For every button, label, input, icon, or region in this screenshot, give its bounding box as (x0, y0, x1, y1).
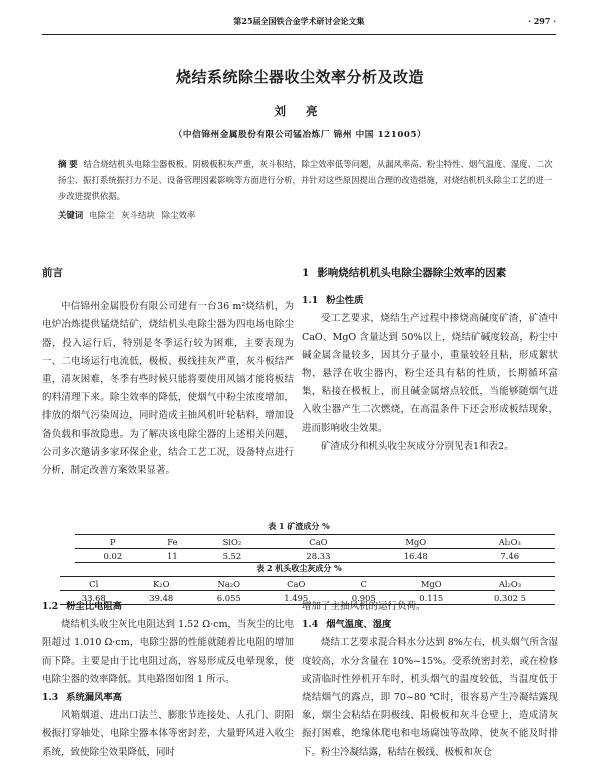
section-1-2-heading (42, 598, 294, 616)
section-1-3-paragraph: 风箱烟道、进出口法兰、膨胀节连接处、人孔门、阴阳极振打穿轴处、电除尘器本体等密封差，大量野风进入收尘系统，致使除尘效果降低，同时 (42, 710, 294, 758)
keyword: 除尘效率 (161, 210, 196, 220)
table-header-row (60, 577, 555, 591)
table-cell: 16.48 (367, 549, 464, 563)
section-1-3-heading (42, 689, 294, 707)
author-name: 刘 亮 (274, 104, 326, 118)
keyword: 电除尘 (89, 210, 115, 220)
paper-title: 烧结系统除尘器收尘效率分析及改造 (175, 68, 424, 86)
table-cell: 0.02 (75, 549, 151, 563)
table-cell: 1.495 (263, 591, 331, 605)
table-cell: 39.48 (128, 591, 196, 605)
table-header-cell: P (75, 535, 151, 549)
section-title: 粉尘性质 (326, 295, 364, 307)
preface-paragraph: 中信锦州金属股份有限公司建有一台36 m²烧结机，为电炉冶炼提供锰烧结矿，烧结机头电除尘器为四电场电除尘器，投入运行后，特别是冬季运行较为困难，主要表现为一、二电场运行电流低，极板、极线挂灰严重，灰斗板结严重，清灰困难，冬季有些时候只能将要使用风镐才能将板结的料清理下来。除尘效率的降低，使烟气中粉尘浓度增加，排放的烟气污染周边，同时造成主抽风机叶轮粘料，增加设备负载和事故隐患。为了解决该电除尘器的上述相关问题，公司多次邀请多家环保企业，结合工艺工况，设备特点进行分析，制定改善方案效果显著。 (42, 301, 294, 477)
section-title: 系统漏风率高 (66, 692, 122, 704)
preface-heading: 前言 (42, 267, 63, 279)
table1 (75, 534, 555, 563)
section-title: 烟气温度、湿度 (326, 619, 392, 631)
table-header-cell: C (330, 577, 398, 591)
keywords-block (58, 208, 554, 222)
section-title: 影响烧结机机头电除尘器除尘效率的因素 (317, 267, 507, 279)
abstract-block (58, 156, 554, 204)
table2-caption: 表 2 机头收尘灰成分 % (256, 563, 342, 573)
header-rule (42, 34, 556, 35)
section-number: 1.3 (42, 692, 59, 704)
table-header-cell: CaO (263, 577, 331, 591)
left-column-top (42, 264, 294, 480)
table-header-cell: Al₂O₃ (465, 577, 555, 591)
table-cell: 0.302 5 (465, 591, 555, 605)
table-cell: 5.52 (194, 549, 270, 563)
table-cell: 28.33 (270, 549, 367, 563)
affiliation: （中信锦州金属股份有限公司锰冶炼厂 锦州 中国 121005） (173, 130, 427, 140)
section-1-4-paragraph: 烧结工艺要求混合料水分达到 8%左右，机头烟气所含湿度较高，水分含量在 10%~15%。受系统密封差，或在检修或清临时性停机开车时，机头烟气的温度较低，当温度低于烧结烟气的露点，即 70~80 ℃时，很容易产生冷凝结露现象，烟尘会粘结在阴极线、阳极板和灰斗仓壁上，造成清灰振打困难，绝缘体爬电和电场腐蚀等故障，使灰不能及时排下。粉尘冷凝结露，粘结在极线、极板和灰仓 (302, 637, 558, 758)
section-1-1-paragraph: 受工艺要求，烧结生产过程中掺烧高碱度矿渣，矿渣中 CaO、MgO 含量达到 50%以上，烧结矿碱度较高，粉尘中碱金属含量较多，因其分子量小，重量较轻且粘，形成絮状物，悬浮在收尘器内，粉尘还具有粘的性质，长期循环富集，粘接在极板上，而且碱金属熔点较低，当能够随烟气进入收尘器产生二次燃烧，在高温条件下还会形成板结现象，进而影响收尘效果。 (302, 313, 558, 434)
table-cell: 11 (151, 549, 194, 563)
table-header-cell: MgO (367, 535, 464, 549)
section-1-heading (302, 264, 558, 282)
conference-title: 第25届全国铁合金学术研讨会论文集 (233, 16, 365, 26)
table-header-cell: CaO (270, 535, 367, 549)
table-header-row (75, 535, 555, 549)
table-cell: 6.055 (195, 591, 263, 605)
table-header-cell: Na₂O (195, 577, 263, 591)
keywords-label: 关键词 (58, 210, 84, 220)
continued-paragraph: 增加了主抽风机的运行负荷。 (302, 601, 426, 612)
table-header-cell: Cl (60, 577, 128, 591)
section-number: 1 (302, 267, 310, 279)
section-1-2-paragraph: 烧结机头收尘灰比电阻达到 1.52 Ω·cm，当灰尘的比电阻超过 1.010 Ω·cm，电除尘器的性能就随着比电阻的增加而下降。主要是由于比电阻过高，容易形成反电晕现象，使电除尘器的效率降低。其电路图如图 1 所示。 (42, 619, 294, 685)
table-header-cell: Al₂O₃ (464, 535, 555, 549)
abstract-text: 结合烧结机头电除尘器极板、阴极板积灰严重，灰斗积结，除尘效率低等问题，从漏风率高、粉尘特性、烟气温度、湿度、二次扬尘、振打系统振打力不足、设备管理因素影响等方面进行分析，并针对这些原因提出合理的改造措施，对烧结机机头除尘工艺的进一步改进提供依据。 (58, 159, 553, 201)
section-number: 1.2 (42, 601, 59, 612)
running-header (42, 14, 556, 32)
table-header-cell: Fe (151, 535, 194, 549)
section-1-1-heading (302, 292, 558, 310)
table-cell: 33.68 (60, 591, 128, 605)
page-number: · 297 · (528, 16, 556, 26)
right-column-top (302, 264, 558, 456)
section-title: 粉尘比电阻高 (66, 601, 122, 612)
keyword: 灰斗结块 (121, 210, 155, 220)
section-1-4-heading (302, 616, 558, 634)
table-reference: 矿渣成分和机头收尘灰成分分别见表1和表2。 (321, 440, 514, 452)
table-header-cell: SiO₂ (194, 535, 270, 549)
left-column-bottom (42, 598, 294, 762)
section-number: 1.1 (302, 295, 319, 307)
section-number: 1.4 (302, 619, 319, 631)
table-row (75, 549, 555, 563)
table-cell: 0.115 (398, 591, 466, 605)
table-cell: 0.905 (330, 591, 398, 605)
right-column-bottom (302, 598, 558, 762)
table-header-cell: K₂O (128, 577, 196, 591)
table1-caption: 表 1 矿渣成分 % (268, 521, 330, 531)
table-cell: 7.46 (464, 549, 555, 563)
table-header-cell: MgO (398, 577, 466, 591)
abstract-label: 摘 要 (58, 159, 78, 169)
